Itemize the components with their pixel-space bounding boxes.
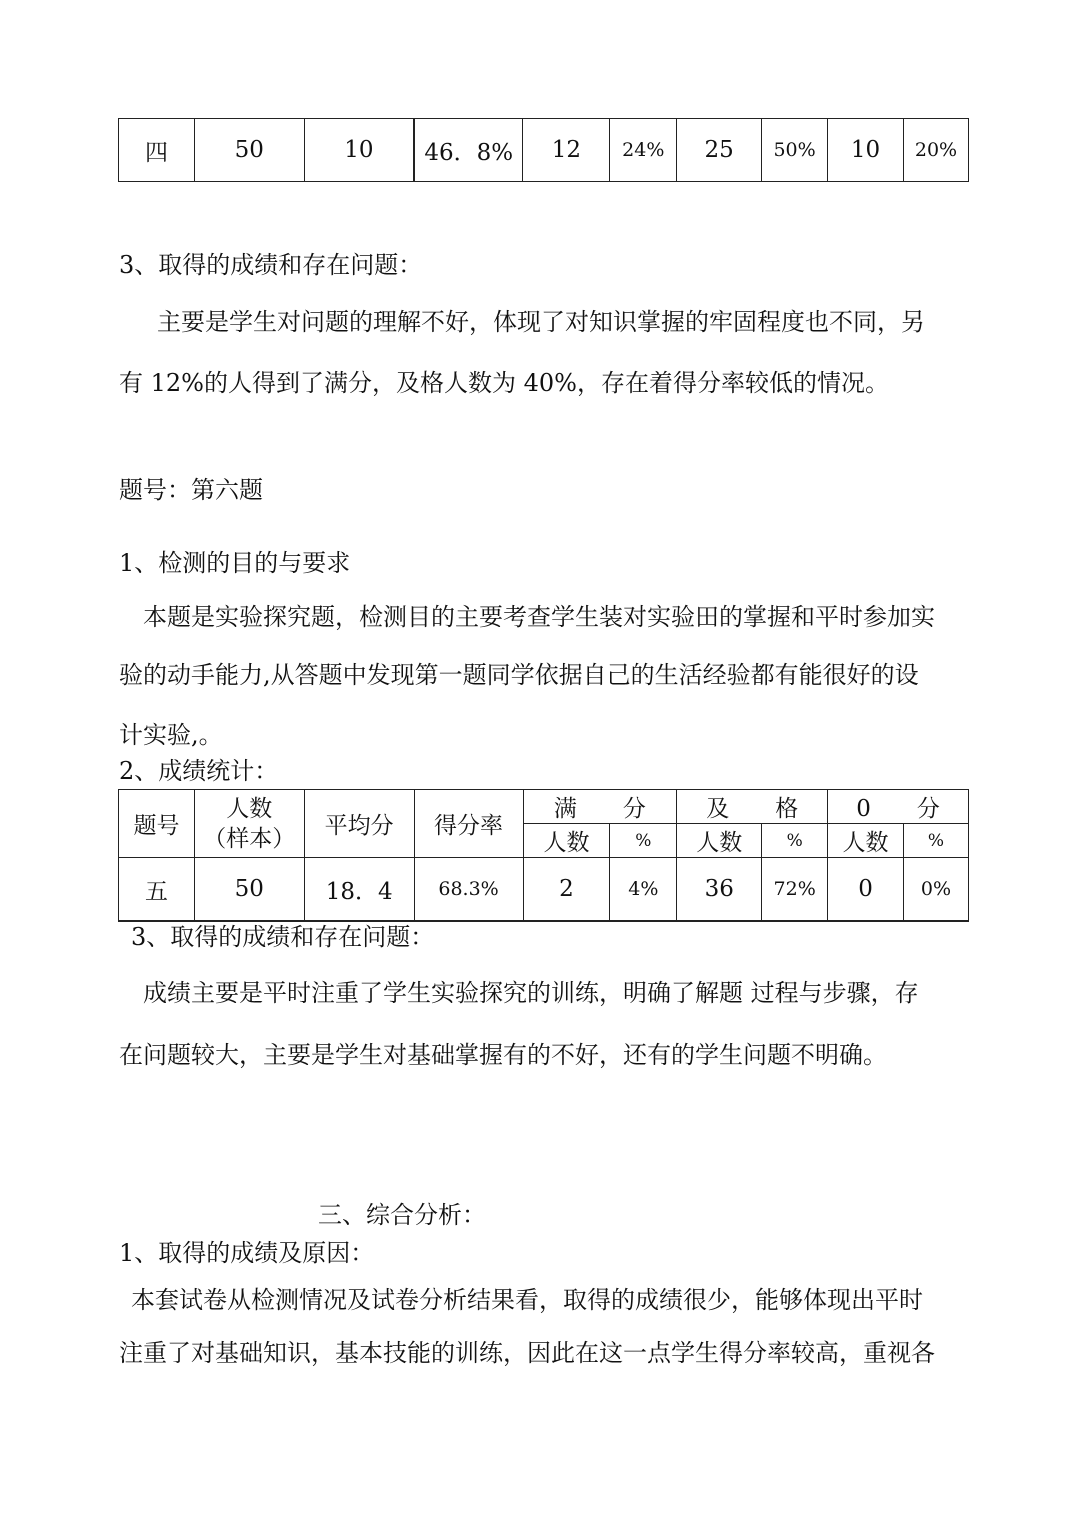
cell-average: 10: [304, 119, 414, 182]
header-score-rate: 得分率: [414, 790, 523, 858]
header-pass: 及 格: [677, 790, 828, 824]
subheader-zero-count: 人数: [828, 824, 904, 858]
header-zero-score: 0 分: [828, 790, 969, 824]
cell-zero-count: 0: [828, 858, 904, 922]
subheader-zero-pct: %: [904, 824, 969, 858]
table-row: [119, 119, 969, 182]
section6-title: 题号：第六题: [119, 476, 263, 504]
header-sample-count-line1: 人数: [226, 795, 273, 822]
subheader-pass-count: 人数: [677, 824, 762, 858]
header-average: 平均分: [304, 790, 414, 858]
cell-zero-count: 10: [828, 119, 904, 182]
table-header-row: [119, 790, 969, 824]
cell-zero-pct: 0%: [904, 858, 969, 922]
cell-zero-pct: 20%: [903, 119, 968, 182]
cell-sample-count: 50: [194, 858, 304, 922]
section5-heading-3: 3、取得的成绩和存在问题：: [119, 251, 423, 279]
header-sample-count: [194, 790, 304, 858]
table-row: [119, 858, 969, 922]
section6-heading-3: 3、取得的成绩和存在问题：: [131, 923, 435, 951]
cell-pass-pct: 50%: [762, 119, 828, 182]
section5-paragraph-line: 有 12%的人得到了满分，及格人数为 40%，存在着得分率较低的情况。: [119, 369, 889, 397]
subheader-full-count: 人数: [523, 824, 610, 858]
stats-table-q6: [118, 789, 969, 922]
cell-sample-count: 50: [194, 119, 304, 182]
section6-paragraph-line: 在问题较大，主要是学生对基础掌握有的不好，还有的学生问题不明确。: [119, 1041, 887, 1069]
cell-score-rate: 68.3%: [414, 858, 523, 922]
cell-score-rate: 46．8%: [414, 119, 523, 182]
cell-full-count: 12: [523, 119, 610, 182]
summary-title: 三、综合分析：: [318, 1201, 486, 1229]
summary-heading-1: 1、取得的成绩及原因：: [119, 1239, 375, 1267]
cell-pass-pct: 72%: [762, 858, 828, 922]
stats-table-q5-row: [118, 118, 969, 182]
subheader-full-pct: %: [610, 824, 677, 858]
cell-full-count: 2: [523, 858, 610, 922]
header-question-number: 题号: [119, 790, 195, 858]
cell-average: 18．4: [304, 858, 414, 922]
cell-question-number: 五: [119, 858, 195, 922]
cell-full-pct: 24%: [610, 119, 677, 182]
section6-paragraph-line: 本题是实验探究题，检测目的主要考查学生装对实验田的掌握和平时参加实: [143, 603, 935, 631]
section6-paragraph-line: 计实验,。: [119, 721, 223, 749]
section6-heading-1: 1、检测的目的与要求: [119, 549, 351, 577]
section6-paragraph-line: 成绩主要是平时注重了学生实验探究的训练，明确了解题 过程与步骤，存: [143, 979, 919, 1007]
summary-paragraph-line: 本套试卷从检测情况及试卷分析结果看，取得的成绩很少，能够体现出平时: [131, 1286, 923, 1314]
cell-full-pct: 4%: [610, 858, 677, 922]
section6-heading-2: 2、成绩统计：: [119, 757, 279, 785]
cell-pass-count: 25: [677, 119, 762, 182]
subheader-pass-pct: %: [762, 824, 828, 858]
cell-question-number: 四: [119, 119, 195, 182]
section6-paragraph-line: 验的动手能力,从答题中发现第一题同学依据自己的生活经验都有能很好的设: [119, 661, 919, 689]
header-full-score: 满 分: [523, 790, 677, 824]
section5-paragraph-line: 主要是学生对问题的理解不好，体现了对知识掌握的牢固程度也不同，另: [157, 308, 925, 336]
summary-paragraph-line: 注重了对基础知识，基本技能的训练，因此在这一点学生得分率较高，重视各: [119, 1339, 935, 1367]
header-sample-count-line2: （样本）: [203, 825, 296, 852]
cell-pass-count: 36: [677, 858, 762, 922]
